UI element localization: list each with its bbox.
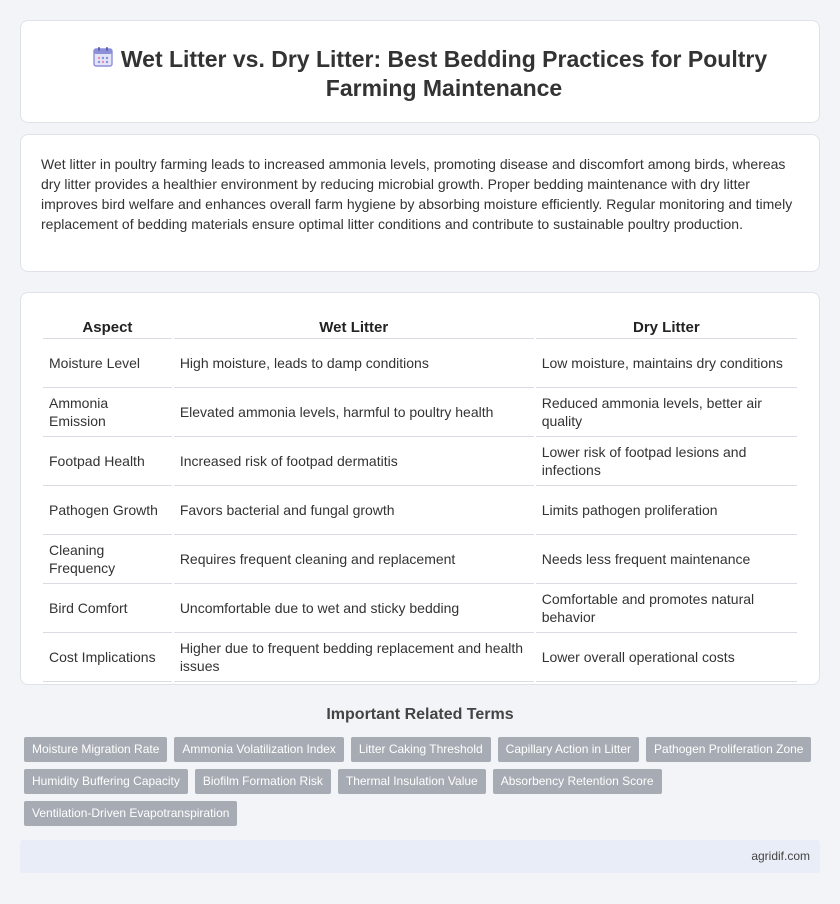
summary-card [20, 134, 820, 272]
term-tag[interactable]: Biofilm Formation Risk [195, 769, 331, 794]
table-row [43, 486, 797, 535]
cell-wet: Increased risk of footpad dermatitis [174, 437, 534, 486]
cell-aspect: Pathogen Growth [43, 486, 172, 535]
table-row [43, 437, 797, 486]
page-title: Wet Litter vs. Dry Litter: Best Bedding Practices for Poultry Farming Maintenance [120, 46, 768, 101]
table-header-row [43, 313, 797, 339]
header-wet-litter: Wet Litter [174, 313, 534, 339]
cell-wet: Requires frequent cleaning and replacement [174, 535, 534, 584]
cell-aspect: Cost Implications [43, 633, 172, 682]
cell-aspect: Footpad Health [43, 437, 172, 486]
cell-dry: Reduced ammonia levels, better air quality [536, 388, 797, 437]
term-tag[interactable]: Moisture Migration Rate [24, 737, 167, 762]
related-terms-list [24, 737, 824, 833]
term-tag[interactable]: Ventilation-Driven Evapotranspiration [24, 801, 237, 826]
table-row [43, 388, 797, 437]
cell-dry: Needs less frequent maintenance [536, 535, 797, 584]
related-terms-heading: Important Related Terms [326, 706, 514, 723]
cell-wet: Higher due to frequent bedding replacement and health issues [174, 633, 534, 682]
cell-wet: Elevated ammonia levels, harmful to poultry health [174, 388, 534, 437]
footer [20, 840, 820, 873]
footer-site-link[interactable]: agridif.com [751, 849, 810, 863]
header-dry-litter: Dry Litter [536, 313, 797, 339]
cell-dry: Lower risk of footpad lesions and infections [536, 437, 797, 486]
term-tag[interactable]: Thermal Insulation Value [338, 769, 486, 794]
cell-aspect: Bird Comfort [43, 584, 172, 633]
cell-aspect: Ammonia Emission [43, 388, 172, 437]
term-tag[interactable]: Litter Caking Threshold [351, 737, 491, 762]
header-aspect: Aspect [43, 313, 172, 339]
term-tag[interactable]: Capillary Action in Litter [498, 737, 639, 762]
cell-dry: Lower overall operational costs [536, 633, 797, 682]
cell-dry: Comfortable and promotes natural behavior [536, 584, 797, 633]
comparison-table [41, 313, 799, 682]
cell-wet: High moisture, leads to damp conditions [174, 339, 534, 388]
table-row [43, 584, 797, 633]
term-tag[interactable]: Absorbency Retention Score [493, 769, 662, 794]
cell-aspect: Moisture Level [43, 339, 172, 388]
comparison-card [20, 292, 820, 685]
cell-aspect: Cleaning Frequency [43, 535, 172, 584]
cell-wet: Uncomfortable due to wet and sticky bedding [174, 584, 534, 633]
term-tag[interactable]: Ammonia Volatilization Index [174, 737, 343, 762]
cell-dry: Low moisture, maintains dry conditions [536, 339, 797, 388]
cell-dry: Limits pathogen proliferation [536, 486, 797, 535]
term-tag[interactable]: Humidity Buffering Capacity [24, 769, 188, 794]
table-row [43, 339, 797, 388]
table-row [43, 633, 797, 682]
term-tag[interactable]: Pathogen Proliferation Zone [646, 737, 811, 762]
cell-wet: Favors bacterial and fungal growth [174, 486, 534, 535]
table-row [43, 535, 797, 584]
title-card [20, 20, 820, 123]
summary-text: Wet litter in poultry farming leads to increased ammonia levels, promoting disease and discomfort among birds, whereas dry litter provides a healthier environment by reducing microbial growth. Proper bedding maintenance with dry litter improves bird welfare and enhances overall farm hygiene by absorbing moisture efficiently. Regular monitoring and timely replacement of bedding materials ensure optimal litter conditions and contribute to sustainable poultry production. [41, 156, 793, 232]
